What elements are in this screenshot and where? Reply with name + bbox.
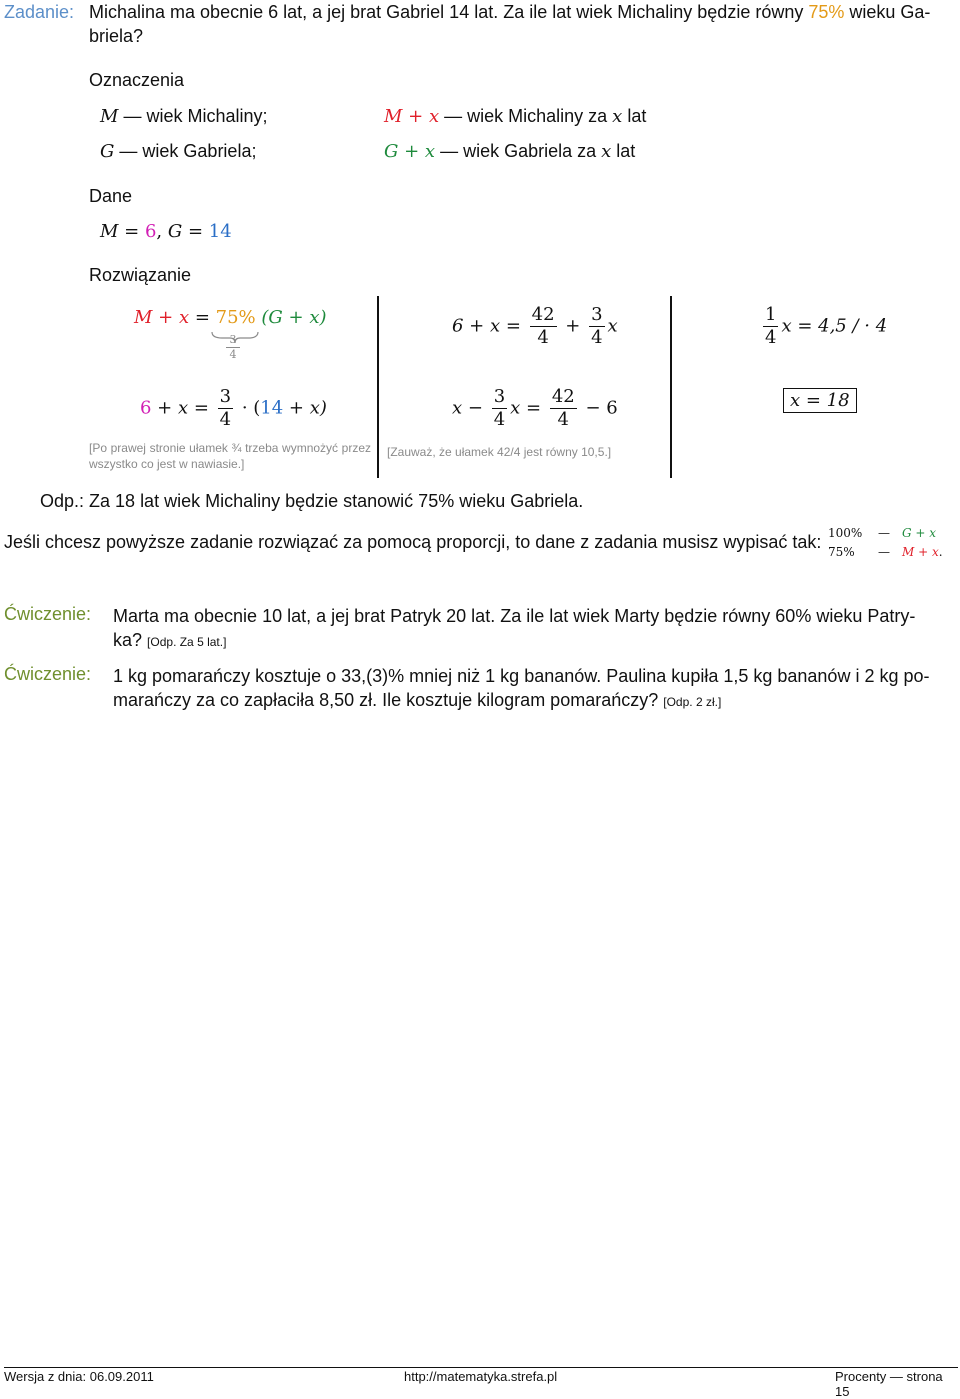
col3-result bbox=[783, 390, 857, 411]
notation-mx-desc: — wiek Michaliny za bbox=[444, 106, 613, 126]
notation-heading: Oznaczenia bbox=[89, 70, 185, 90]
proportion-row1-dash: — bbox=[878, 526, 890, 540]
col2-eq1-lhs: 6 + x = bbox=[452, 315, 527, 337]
col2-eq2-den2: 4 bbox=[557, 409, 569, 430]
col1-eq2-num: 3 bbox=[219, 386, 232, 407]
answer-text: : Za 18 lat wiek Michaliny będzie stanowić 75% wieku Gabriela. bbox=[79, 491, 584, 511]
underbrace-fraction bbox=[226, 333, 240, 362]
proportion-row2-dash: — bbox=[878, 545, 890, 559]
col1-eq1-percent: 75% bbox=[215, 307, 256, 328]
symbol-m-plus-x: M + x bbox=[384, 106, 440, 127]
col2-eq1 bbox=[452, 304, 618, 349]
col2-eq1-frac2 bbox=[589, 304, 604, 349]
col2-eq1-den1: 4 bbox=[537, 327, 549, 348]
col3-eq1 bbox=[760, 304, 887, 349]
proportion-table bbox=[828, 524, 943, 562]
exercise-2-line2: marańczy za co zapłaciła 8,50 zł. Ile kosztuje kilogram pomarańczy? bbox=[113, 690, 659, 710]
col1-eq2-fraction bbox=[218, 386, 233, 431]
notation-mx-var: x bbox=[612, 106, 623, 127]
exercise-1-line1: Marta ma obecnie 10 lat, a jej brat Patryk 20 lat. Za ile lat wiek Marty będzie równy 60% wieku Patry- bbox=[113, 606, 916, 626]
notation-gx-var: x bbox=[601, 141, 612, 162]
footer-rule bbox=[4, 1367, 958, 1368]
symbol-g-plus-x: G + x bbox=[384, 141, 436, 162]
col1-eq2 bbox=[140, 386, 327, 431]
proportion-row1-pct: 100% bbox=[828, 526, 863, 540]
col1-eq2-end: + x) bbox=[283, 397, 327, 419]
answer-label: Odp. bbox=[40, 491, 80, 511]
col2-note: [Zauważ, że ułamek 42/4 jest równy 10,5.] bbox=[387, 445, 612, 459]
footer-version: Wersja z dnia: 06.09.2011 bbox=[4, 1369, 154, 1384]
col2-eq1-den2: 4 bbox=[591, 327, 603, 348]
notation-gx-row bbox=[384, 139, 635, 164]
col1-eq2-six: 6 bbox=[140, 397, 152, 419]
notation-g-desc: — wiek Gabriela; bbox=[119, 141, 257, 161]
symbol-m: M bbox=[100, 106, 119, 127]
col3-eq1-den: 4 bbox=[765, 327, 777, 348]
col2-eq1-frac1 bbox=[530, 304, 557, 349]
col2-eq2-den1: 4 bbox=[493, 409, 506, 430]
col1-note: [Po prawej stronie ułamek ¾ trzeba wymnożyć przez wszystko co jest w nawiasie.] bbox=[89, 441, 371, 471]
col1-eq1-mid: = bbox=[189, 307, 216, 328]
footer-url[interactable]: http://matematyka.strefa.pl bbox=[404, 1369, 558, 1384]
given-m-value: 6 bbox=[144, 221, 157, 242]
answer-line bbox=[40, 489, 583, 513]
col2-eq2-x: x − bbox=[452, 397, 489, 419]
underbrace-den: 4 bbox=[229, 348, 237, 361]
col1-eq2-den: 4 bbox=[219, 409, 232, 430]
task-text-line2: briela? bbox=[89, 26, 144, 46]
solution-heading: Rozwiązanie bbox=[89, 265, 192, 285]
col3-eq1-rest: x = 4,5 / · 4 bbox=[781, 315, 888, 337]
col2-eq1-x: x bbox=[607, 315, 618, 337]
col1-eq1-rhs: (G + x) bbox=[261, 307, 327, 328]
col3-eq1-fraction bbox=[763, 304, 778, 349]
given-g: G bbox=[167, 221, 183, 242]
given-g-value: 14 bbox=[208, 221, 232, 242]
proportion-row2-expr: M + x bbox=[902, 545, 939, 559]
given-eq-1: = bbox=[118, 221, 145, 242]
exercise-2-hint: [Odp. 2 zł.] bbox=[663, 695, 722, 709]
proportion-dot: . bbox=[938, 545, 943, 559]
col1-eq2-dot: · ( bbox=[236, 397, 261, 419]
column-divider-2 bbox=[670, 296, 672, 478]
given-sep: , bbox=[156, 221, 168, 242]
given-heading: Dane bbox=[89, 186, 133, 206]
exercise-1-line2: ka? bbox=[113, 630, 143, 650]
col2-eq2-frac2 bbox=[550, 386, 577, 431]
notation-mx-row bbox=[384, 104, 646, 129]
col2-eq1-num2: 3 bbox=[591, 304, 603, 325]
col2-eq1-num1: 42 bbox=[531, 304, 555, 325]
col3-eq1-num: 1 bbox=[765, 304, 777, 325]
exercise-1-label: Ćwiczenie: bbox=[4, 604, 92, 624]
proportion-row-1 bbox=[828, 524, 943, 543]
notation-mx-post: lat bbox=[622, 106, 647, 126]
symbol-g: G bbox=[100, 141, 115, 162]
exercise-2-text bbox=[113, 664, 958, 714]
col2-eq2-num2: 42 bbox=[551, 386, 575, 407]
result-box: x = 18 bbox=[783, 388, 857, 413]
col1-eq1 bbox=[134, 307, 327, 328]
task-text bbox=[89, 0, 957, 48]
col2-eq2-end: − 6 bbox=[579, 397, 618, 419]
task-text-part2: wieku Ga- bbox=[844, 2, 931, 22]
footer-page: Procenty — strona 15 bbox=[835, 1369, 943, 1399]
exercise-2-line1: 1 kg pomarańczy kosztuje o 33,(3)% mniej niż 1 kg bananów. Paulina kupiła 1,5 kg bananów i 2 kg po- bbox=[113, 666, 930, 686]
notation-g-row bbox=[100, 139, 256, 164]
given-m: M bbox=[100, 221, 119, 242]
col1-eq2-mid: + x = bbox=[151, 397, 215, 419]
column-divider-1 bbox=[377, 296, 379, 478]
proportion-row-2 bbox=[828, 543, 943, 562]
given-eq-2: = bbox=[182, 221, 209, 242]
col2-eq2 bbox=[452, 386, 618, 431]
col2-eq2-frac1 bbox=[492, 386, 507, 431]
task-text-part1: Michalina ma obecnie 6 lat, a jej brat Gabriel 14 lat. Za ile lat wiek Michaliny będzie równy bbox=[89, 2, 809, 22]
underbrace-num: 3 bbox=[226, 333, 240, 348]
proportion-text: Jeśli chcesz powyższe zadanie rozwiązać za pomocą proporcji, to dane z zadania musisz wypisać tak: bbox=[4, 532, 822, 552]
exercise-1-text bbox=[113, 604, 958, 654]
exercise-2-label: Ćwiczenie: bbox=[4, 664, 92, 684]
notation-gx-desc: — wiek Gabriela za bbox=[440, 141, 602, 161]
notation-m-desc: — wiek Michaliny; bbox=[123, 106, 268, 126]
col1-eq2-val: 14 bbox=[260, 397, 284, 419]
col2-eq2-mid: x = bbox=[510, 397, 547, 419]
given-values bbox=[100, 219, 232, 244]
proportion-row2-pct: 75% bbox=[828, 545, 855, 559]
notation-gx-post: lat bbox=[611, 141, 636, 161]
col1-eq1-lhs: M + x bbox=[134, 307, 190, 328]
exercise-1-hint: [Odp. Za 5 lat.] bbox=[147, 635, 227, 649]
notation-m-row bbox=[100, 104, 268, 129]
col2-eq1-plus: + bbox=[559, 315, 587, 337]
task-highlight-percent: 75% bbox=[808, 2, 845, 22]
proportion-row1-expr: G + x bbox=[902, 526, 937, 540]
task-label: Zadanie: bbox=[4, 2, 75, 22]
col2-eq2-num1: 3 bbox=[493, 386, 506, 407]
